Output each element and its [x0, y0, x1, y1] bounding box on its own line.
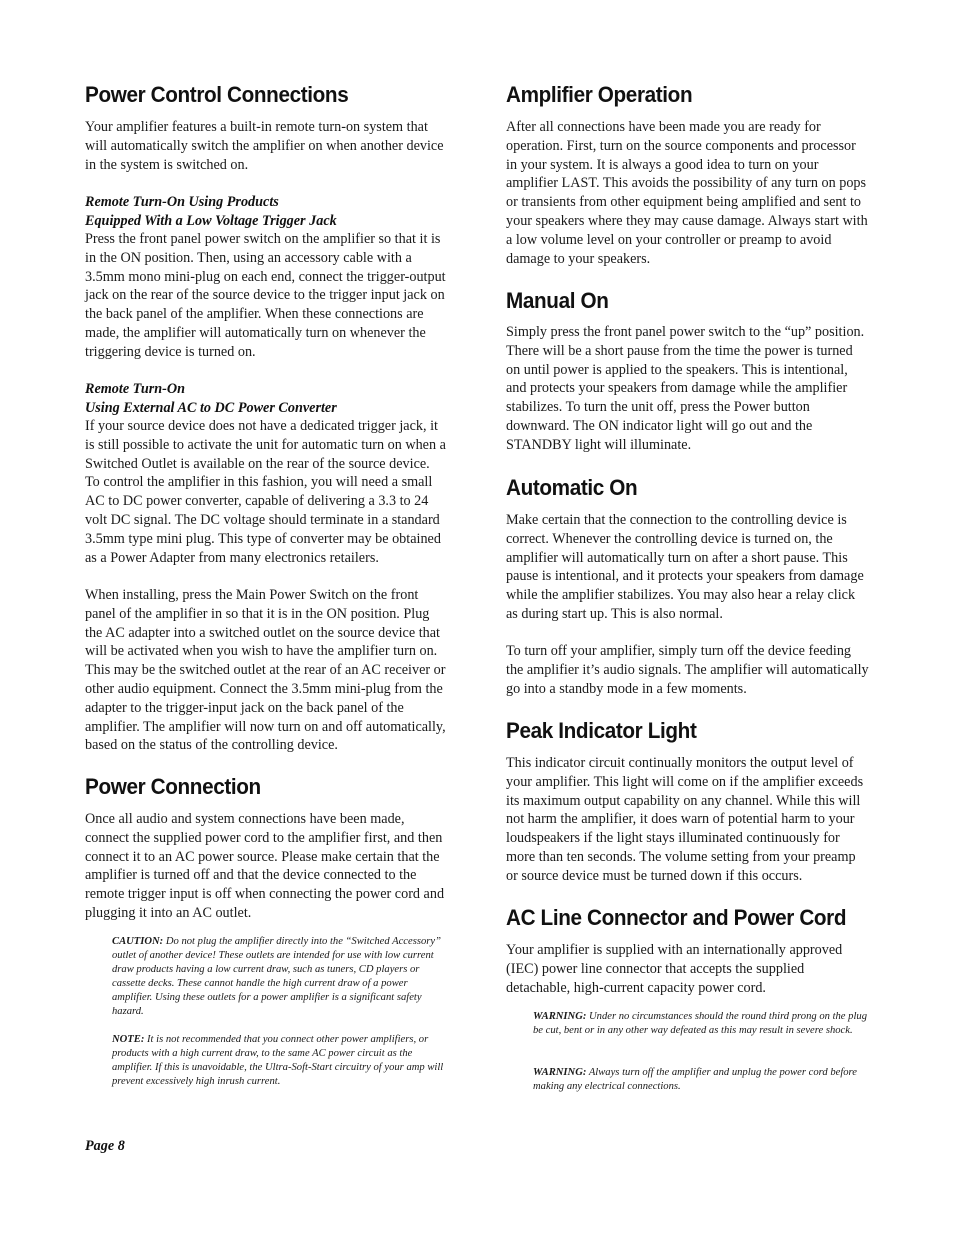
note-text: It is not recommended that you connect other power amplifiers, or products with a high current draw, to the same AC power circuit as the amplifier. If this is unavoidable, the Ultra-Soft-Start circuitry of your amp will prevent excessively high inrush current. — [112, 1034, 444, 1087]
installing-body: When installing, press the Main Power Switch on the front panel of the amplifier in so that it is in the ON position. Plug the AC adapter into a switched outlet on the source device that will be activated when you wish to have the amplifier turn on. This may be the switched outlet at the rear of an AC receiver or other audio equipment. Connect the 3.5mm mini-plug from the adapter to the trigger-input jack on the back panel of the amplifier. The amplifier will now turn on and off automatically, based on the status of the controlling device. — [85, 587, 446, 754]
warning-note-2 — [533, 1066, 871, 1094]
remote-trigger-subheading-line1: Remote Turn-On Using Products — [85, 194, 279, 210]
manual-on-body: Simply press the front panel power switch to the “up” position. There will be a short pause from the time the power is turned on until power is applied to the speakers. This is intentional, and protects your speakers from damage while the amplifier stabilizes. To turn the unit off, press the Power button downward. The ON indicator light will go out and the STANDBY light will illuminate. — [506, 324, 865, 453]
ac-line-heading: AC Line Connector and Power Cord — [506, 905, 847, 930]
remote-trigger-subheading-line2: Equipped With a Low Voltage Trigger Jack — [85, 213, 337, 229]
caution-text: Do not plug the amplifier directly into the “Switched Accessory” outlet of another device! These outlets are intended for use with low current draw products having a low current draw, such as tuners, CD players or cassette decks. These cannot handle the high current draw of a power amplifier. Using these outlets for a power amplifier is a significant safety hazard. — [112, 936, 441, 1017]
remote-trigger-body: Press the front panel power switch on the amplifier so that it is in the ON position. Then, using an accessory cable with a 3.5mm mono mini-plug on each end, connect the trigger-output jack on the rear of the source device to the trigger input jack on the back panel of the amplifier. When these connections are made, the amplifier will automatically turn on whenever the triggering device is turned on. — [85, 231, 446, 360]
caution-label: CAUTION: — [112, 936, 164, 947]
remote-converter-body: If your source device does not have a dedicated trigger jack, it is still possible to activate the unit for automatic turn on when a Switched Outlet is available on the rear of the source device. To control the amplifier in this fashion, you will need a small AC to DC power converter, capable of delivering a 3.3 to 24 volt DC signal. The DC voltage should terminate in a standard 3.5mm type mini plug. This type of converter may be obtained as a Power Adapter from many electronics retailers. — [85, 418, 446, 566]
automatic-on-heading: Automatic On — [506, 475, 638, 500]
peak-indicator-heading: Peak Indicator Light — [506, 718, 697, 743]
warning-label-2: WARNING: — [533, 1067, 587, 1078]
ac-line-body: Your amplifier is supplied with an internationally approved (IEC) power line connector that accepts the supplied detachable, high-current capacity power cord. — [506, 942, 843, 996]
page-number: Page 8 — [85, 1138, 125, 1154]
caution-note — [112, 935, 448, 1019]
power-control-heading: Power Control Connections — [85, 82, 349, 107]
warning-text-2: Always turn off the amplifier and unplug the power cord before making any electrical connections. — [533, 1067, 857, 1092]
amplifier-operation-body: After all connections have been made you are ready for operation. First, turn on the source components and processor in your system. It is always a good idea to turn on your amplifier LAST. This avoids the possibility of any turn on pops or transients from other equipment being amplified and sent to your speakers where they may cause damage. Always start with a low volume level on your controller or preamp to avoid damage to your speakers. — [506, 119, 868, 267]
remote-converter-subheading-line2: Using External AC to DC Power Converter — [85, 400, 337, 416]
note-label: NOTE: — [112, 1034, 145, 1045]
amplifier-operation-heading: Amplifier Operation — [506, 82, 693, 107]
power-control-intro: Your amplifier features a built-in remote turn-on system that will automatically switch the amplifier on when another device in the system is switched on. — [85, 119, 444, 173]
note-block — [112, 1033, 448, 1089]
warning-label-1: WARNING: — [533, 1011, 587, 1022]
warning-text-1: Under no circumstances should the round third prong on the plug be cut, bent or in any other way defeated as this may result in severe shock. — [533, 1011, 867, 1036]
peak-indicator-body: This indicator circuit continually monitors the output level of your amplifier. This light will come on if the amplifier exceeds its maximum output capability on any channel. While this will not harm the amplifier, it does warn of potential harm to your loudspeakers if the light stays illuminated continuously for more than ten seconds. The volume setting from your preamp or source device must be turned down if this occurs. — [506, 755, 864, 884]
remote-converter-subheading-line1: Remote Turn-On — [85, 381, 185, 397]
manual-on-heading: Manual On — [506, 288, 609, 313]
automatic-on-body: Make certain that the connection to the controlling device is correct. Whenever the controlling device is turned on, the amplifier will automatically turn on after a short pause. This pause is intentional, and it protects your speakers from damage while the amplifier stabilizes. You may also hear a relay click as during start up. This is also normal. — [506, 512, 864, 622]
power-connection-heading: Power Connection — [85, 774, 261, 799]
warning-note-1 — [533, 1010, 871, 1038]
power-connection-body: Once all audio and system connections have been made, connect the supplied power cord to the amplifier first, and then connect it to an AC power source. Please make certain that the amplifier is turned off and that the device connected to the remote trigger input is off when connecting the power cord and plugging it into an AC outlet. — [85, 811, 445, 921]
automatic-off-body: To turn off your amplifier, simply turn off the device feeding the amplifier it’s audio signals. The amplifier will automatically go into a standby mode in a few moments. — [506, 643, 869, 697]
